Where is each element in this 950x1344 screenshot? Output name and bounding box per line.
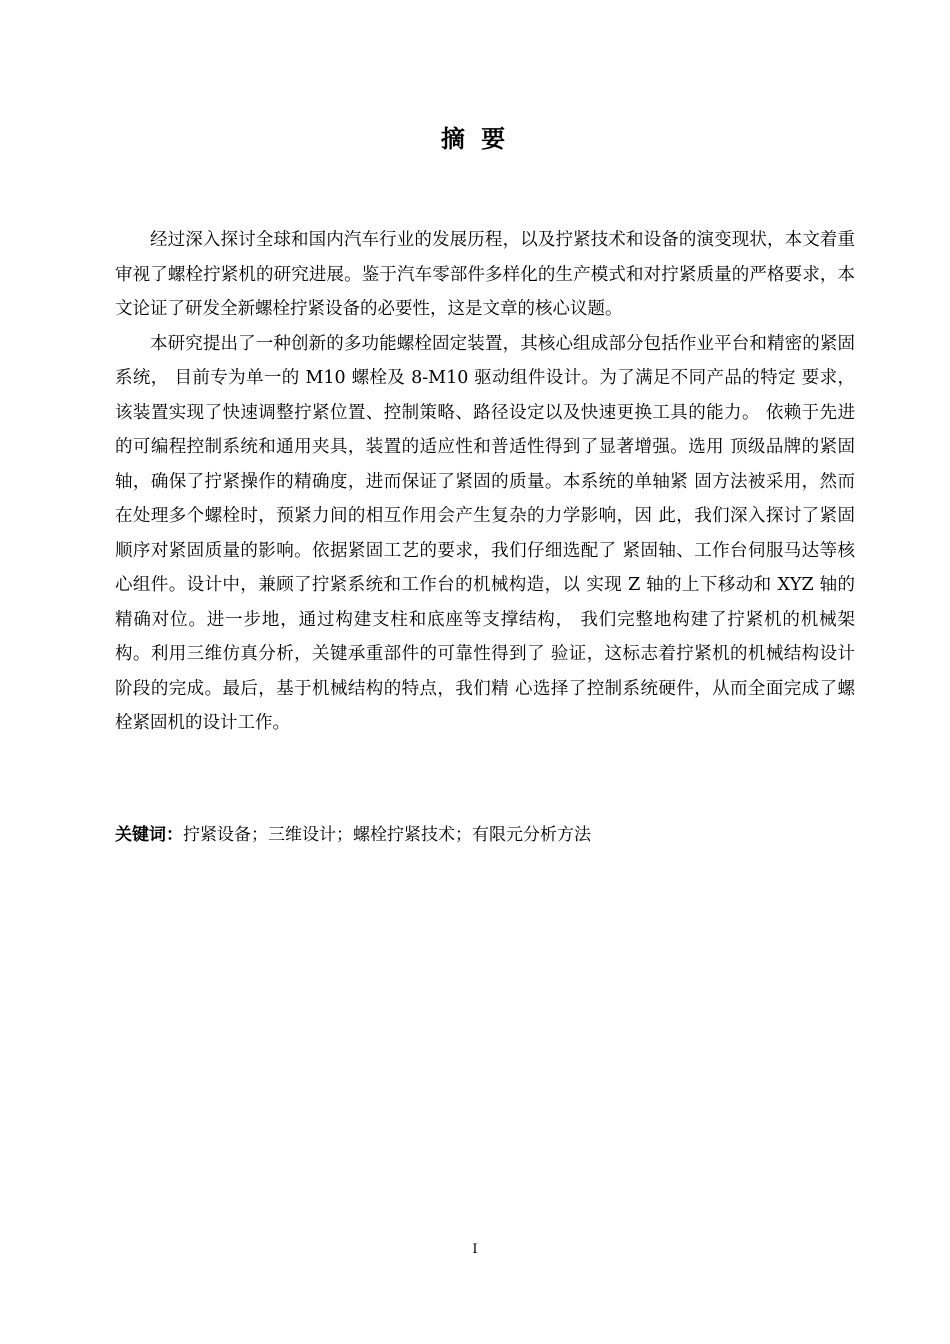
keywords-line	[115, 818, 855, 852]
page-title: 摘 要	[440, 125, 510, 153]
abstract-paragraph: 经过深入探讨全球和国内汽车行业的发展历程，以及拧紧技术和设备的演变现状，本文着重审视了螺栓拧紧机的研究进展。鉴于汽车零部件多样化的生产模式和对拧紧质量的严格要求，本文论证了研发全新螺栓拧紧设备的必要性，这是文章的核心议题。	[115, 230, 855, 319]
abstract-paragraph: 本研究提出了一种创新的多功能螺栓固定装置，其核心组成部分包括作业平台和精密的紧固系统， 目前专为单一的 M10 螺栓及 8-M10 驱动组件设计。为了满足不同产品的特定 要求，该装置实现了快速调整拧紧位置、控制策略、路径设定以及快速更换工具的能力。 依赖于先进的可编程控制系统和通用夹具，装置的适应性和普适性得到了显著增强。选用 顶级品牌的紧固轴，确保了拧紧操作的精确度，进而保证了紧固的质量。本系统的单轴紧 固方法被采用，然而在处理多个螺栓时，预紧力间的相互作用会产生复杂的力学影响，因 此，我们深入探讨了紧固顺序对紧固质量的影响。依据紧固工艺的要求，我们仔细选配了 紧固轴、工作台伺服马达等核心组件。设计中，兼顾了拧紧系统和工作台的机械构造，以 实现 Z 轴的上下移动和 XYZ 轴的精确对位。进一步地，通过构建支柱和底座等支撑结构， 我们完整地构建了拧紧机的机械架构。利用三维仿真分析，关键承重部件的可靠性得到了 验证，这标志着拧紧机的机械结构设计阶段的完成。最后，基于机械结构的特点，我们精 心选择了控制系统硬件，从而全面完成了螺栓紧固机的设计工作。	[115, 333, 855, 733]
page-number: I	[472, 1242, 478, 1257]
keywords-text: 拧紧设备；三维设计；螺栓拧紧技术；有限元分析方法	[183, 825, 591, 845]
keywords-label: 关键词：	[115, 825, 183, 845]
abstract-body	[115, 223, 855, 741]
